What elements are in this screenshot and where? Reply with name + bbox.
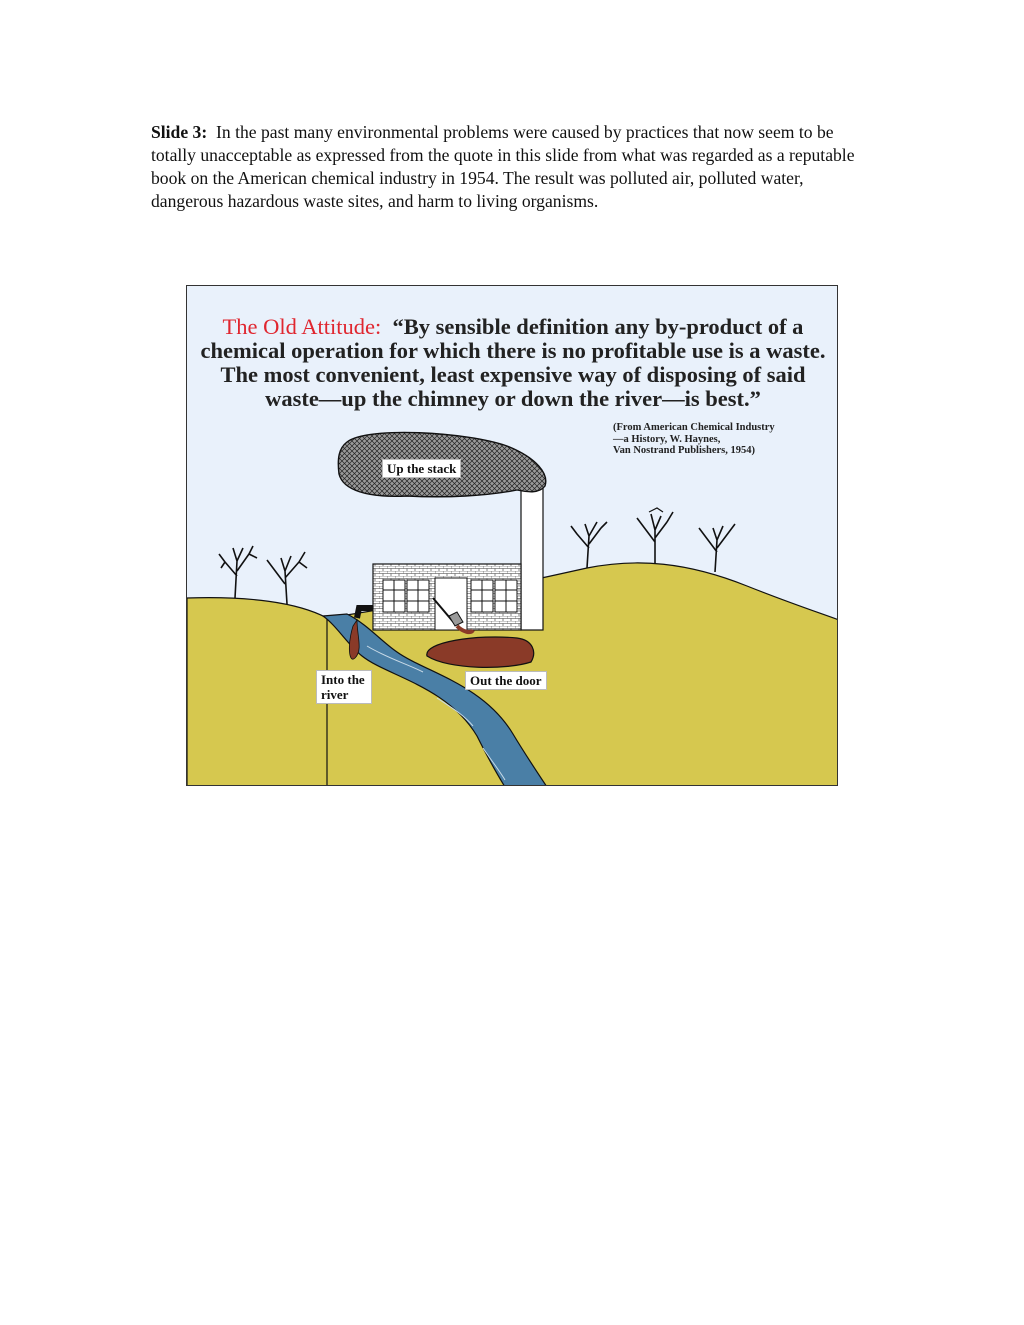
source-line-1: (From American Chemical Industry — [613, 422, 775, 433]
notes-label: Slide 3: — [151, 122, 208, 142]
notes-text: In the past many environmental problems were caused by practices that now seem to be totally unacceptable as expressed from the quote in this slide from what was regarded as a reputable book on the American chemical industry in 1954. The result was polluted air, polluted water, dangerous hazardous waste sites, and harm to living organisms. — [151, 122, 855, 211]
label-up-the-stack: Up the stack — [382, 459, 461, 478]
source-line-3: Van Nostrand Publishers, 1954) — [613, 445, 755, 456]
bare-trees-left — [219, 546, 307, 604]
slide-quote — [197, 315, 829, 411]
quote-source — [613, 422, 833, 457]
slide-title: The Old Attitude: — [222, 314, 382, 339]
source-line-2: —a History, W. Haynes, — [613, 433, 721, 445]
slide-illustration — [186, 285, 838, 786]
label-out-the-door: Out the door — [465, 671, 547, 690]
label-into-the-river: Into the river — [316, 670, 372, 704]
chimney — [521, 480, 543, 630]
quote-text: “By sensible definition any by-product of a chemical operation for which there is no profitable use is a waste. The most convenient, least expensive way of disposing of said waste—up the chimney or down the river—is best.” — [200, 314, 826, 411]
slide-notes — [151, 121, 873, 213]
bare-trees-right — [571, 508, 735, 572]
